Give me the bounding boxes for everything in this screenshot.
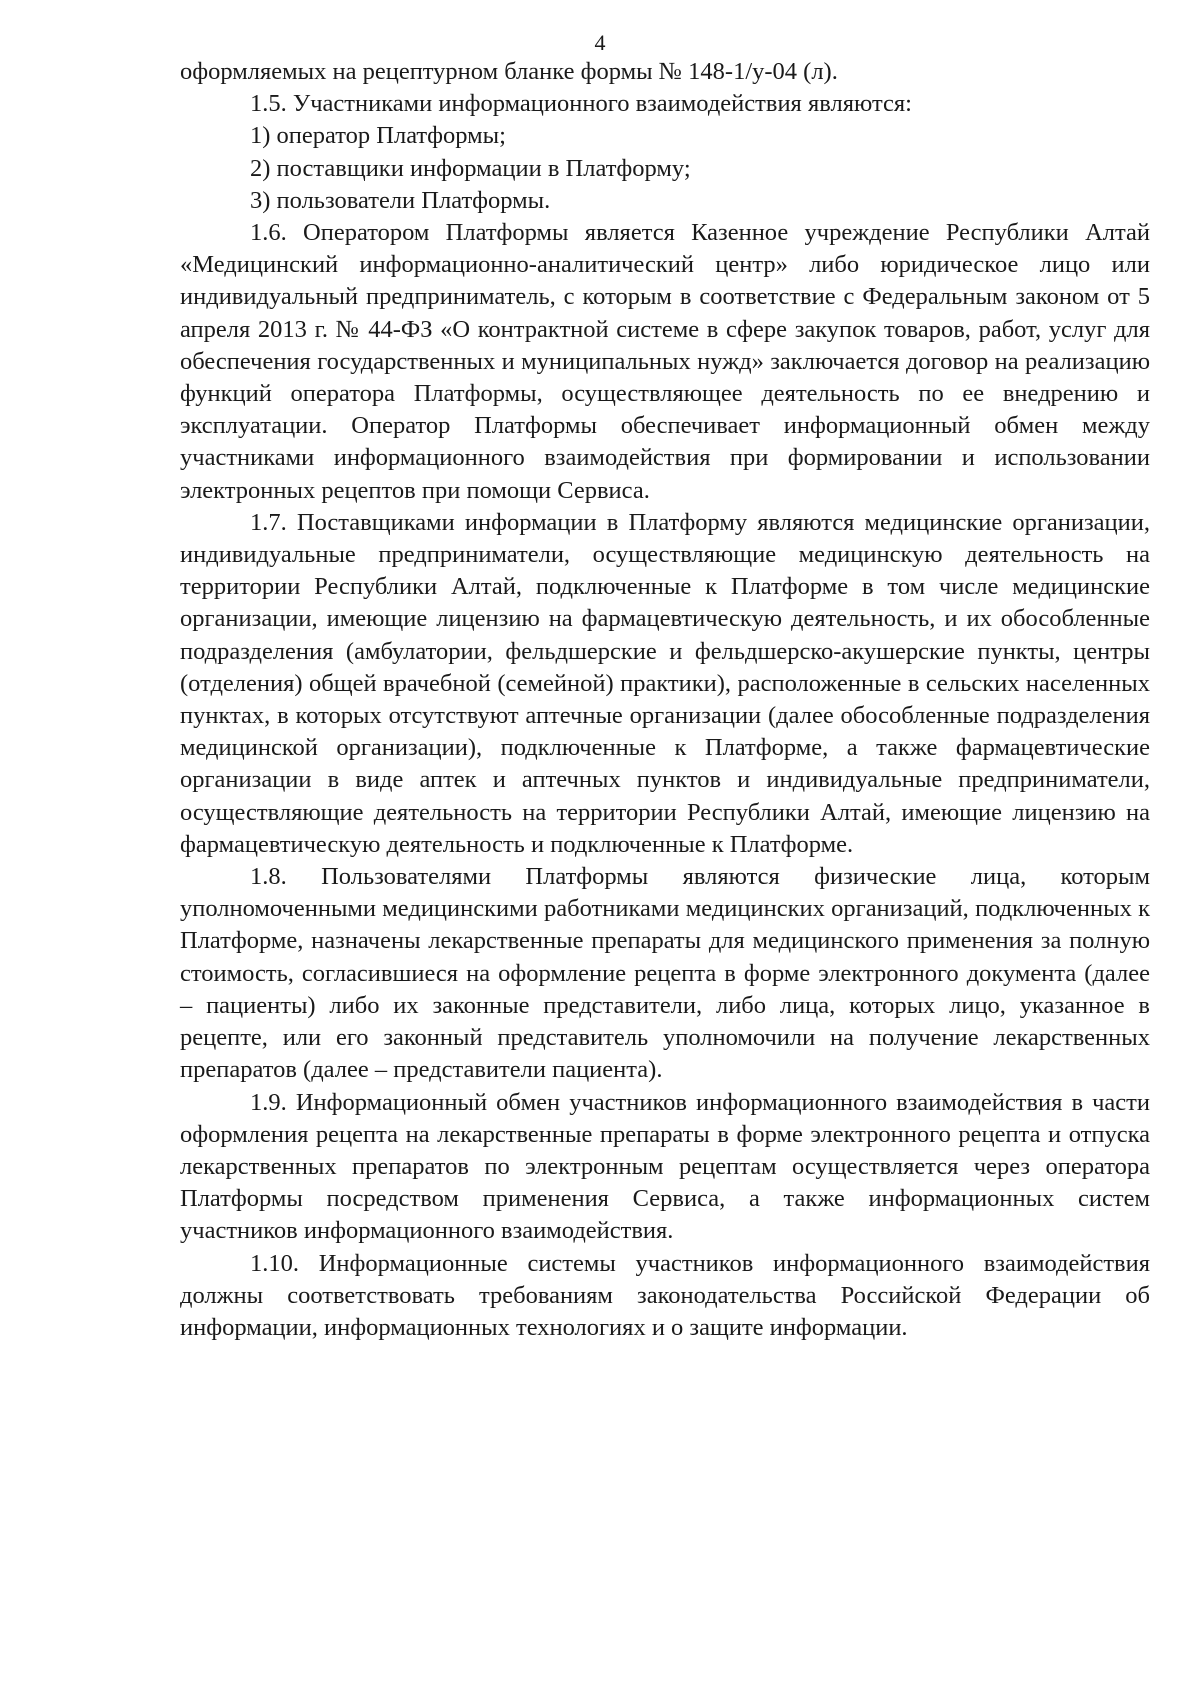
- list-item-3: 3) пользователи Платформы.: [250, 186, 551, 214]
- document-body: [180, 56, 1150, 1344]
- paragraph-1-7: 1.7. Поставщиками информации в Платформу являются медицинские организации, индивидуальные предприниматели, осуществляющие медицинскую деятельность на территории Республики Алтай, подключенные к Платформе в том числе медицинские организации, имеющие лицензию на фармацевтическую деятельность, и их обособленные подразделения (амбулатории, фельдшерские и фельдшерско-акушерские пункты, центры (отделения) общей врачебной (семейной) практики), расположенные в сельских населенных пунктах, в которых отсутствуют аптечные организации (далее обособленные подразделения медицинской организации), подключенные к Платформе, а также фармацевтические организации в виде аптек и аптечных пунктов и индивидуальные предприниматели, осуществляющие деятельность на территории Республики Алтай, имеющие лицензию на фармацевтическую деятельность и подключенные к Платформе.: [180, 508, 1150, 858]
- paragraph-continuation: оформляемых на рецептурном бланке формы № 148-1/у-04 (л).: [180, 58, 838, 85]
- paragraph-1-10: 1.10. Информационные системы участников информационного взаимодействия должны соответствовать требованиям законодательства Российской Федерации об информации, информационных технологиях и о защите информации.: [180, 1249, 1150, 1341]
- list-item-1: 1) оператор Платформы;: [250, 122, 506, 150]
- paragraph-1-8: 1.8. Пользователями Платформы являются физические лица, которым уполномоченными медицинскими работниками медицинских организаций, подключенных к Платформе, назначены лекарственные препараты для медицинского применения за полную стоимость, согласившиеся на оформление рецепта в форме электронного документа (далее – пациенты) либо их законные представители, либо лица, которых лицо, указанное в рецепте, или его законный представитель уполномочили на получение лекарственных препаратов (далее – представители пациента).: [180, 863, 1150, 1084]
- paragraph-1-6: 1.6. Оператором Платформы является Казенное учреждение Республики Алтай «Медицинский информационно-аналитический центр» либо юридическое лицо или индивидуальный предприниматель, с которым в соответствие с Федеральным законом от 5 апреля 2013 г. № 44-ФЗ «О контрактной системе в сфере закупок товаров, работ, услуг для обеспечения государственных и муниципальных нужд» заключается договор на реализацию функций оператора Платформы, осуществляющее деятельность по ее внедрению и эксплуатации. Оператор Платформы обеспечивает информационный обмен между участниками информационного взаимодействия при формировании и использовании электронных рецептов при помощи Сервиса.: [180, 219, 1150, 504]
- page-number: 4: [594, 30, 606, 55]
- paragraph-1-9: 1.9. Информационный обмен участников информационного взаимодействия в части оформления рецепта на лекарственные препараты в форме электронного рецепта и отпуска лекарственных препаратов по электронным рецептам осуществляется через оператора Платформы посредством применения Сервиса, а также информационных систем участников информационного взаимодействия.: [180, 1088, 1150, 1245]
- paragraph-1-5: 1.5. Участниками информационного взаимодействия являются:: [250, 90, 912, 118]
- list-item-2: 2) поставщики информации в Платформу;: [250, 154, 691, 182]
